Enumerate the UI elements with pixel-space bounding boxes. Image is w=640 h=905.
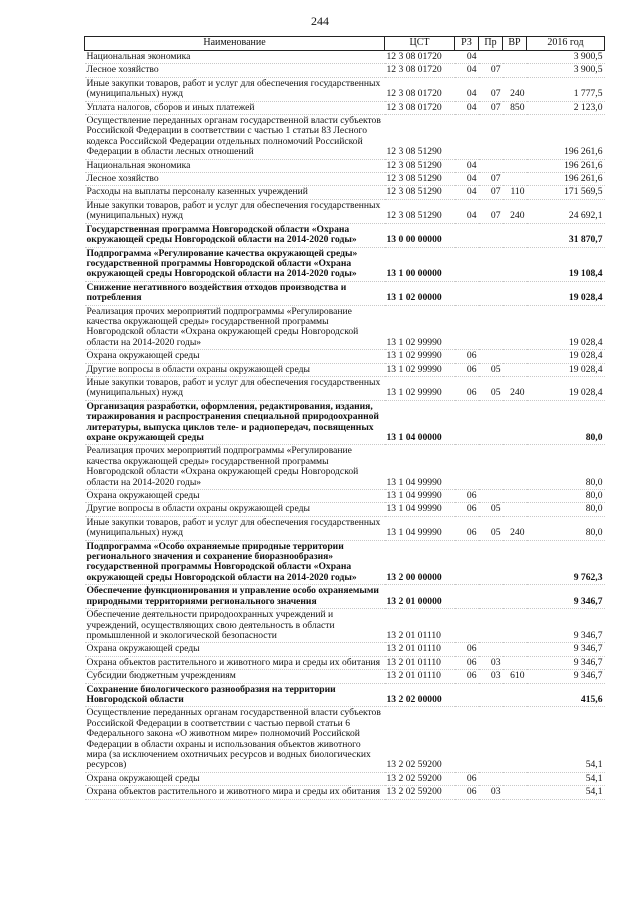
cell-name: Иные закупки товаров, работ и услуг для обеспечения государственных (муниципальных) нужд [85, 376, 385, 400]
cell-cst: 13 1 04 99990 [385, 516, 455, 540]
table-row [85, 186, 605, 199]
header-name: Наименование [85, 37, 385, 51]
cell-rz [455, 609, 479, 643]
header-amount: 2016 год [527, 37, 605, 51]
cell-pr [479, 585, 503, 609]
cell-pr [479, 159, 503, 172]
cell-pr [479, 609, 503, 643]
cell-amount: 19 028,4 [527, 305, 605, 350]
cell-pr [479, 707, 503, 772]
table-row [85, 643, 605, 656]
cell-amount: 19 028,4 [527, 281, 605, 305]
cell-name: Иные закупки товаров, работ и услуг для обеспечения государственных (муниципальных) нужд [85, 516, 385, 540]
cell-pr [479, 223, 503, 247]
table-row [85, 51, 605, 64]
table-row [85, 707, 605, 772]
cell-vr [503, 585, 527, 609]
cell-rz [455, 540, 479, 585]
cell-pr [479, 540, 503, 585]
cell-amount: 31 870,7 [527, 223, 605, 247]
table-row [85, 516, 605, 540]
table-row [85, 683, 605, 707]
cell-pr [479, 305, 503, 350]
cell-amount: 19 108,4 [527, 247, 605, 281]
cell-amount: 2 123,0 [527, 101, 605, 114]
cell-amount: 19 028,4 [527, 350, 605, 363]
cell-pr: 05 [479, 376, 503, 400]
cell-cst: 13 1 04 00000 [385, 400, 455, 445]
cell-rz: 06 [455, 772, 479, 785]
cell-cst: 13 2 01 01110 [385, 656, 455, 669]
cell-rz [455, 585, 479, 609]
header-cst: ЦСТ [385, 37, 455, 51]
cell-vr: 240 [503, 516, 527, 540]
cell-cst: 13 2 02 59200 [385, 772, 455, 785]
cell-name: Обеспечение функционирования и управление особо охраняемыми природными территориями регионального значения [85, 585, 385, 609]
cell-name: Охрана окружающей среды [85, 772, 385, 785]
cell-name: Реализация прочих мероприятий подпрограммы «Регулирование качества окружающей среды» государственной программы Новгородской области «Охрана окружающей среды Новгородской области на 2014-2020 годы» [85, 445, 385, 490]
cell-cst: 12 3 08 01720 [385, 51, 455, 64]
cell-cst: 13 2 01 01110 [385, 670, 455, 683]
cell-pr [479, 445, 503, 490]
cell-cst: 12 3 08 51290 [385, 199, 455, 223]
cell-vr [503, 786, 527, 799]
header-rz: РЗ [455, 37, 479, 51]
cell-pr: 07 [479, 173, 503, 186]
cell-name: Осуществление переданных органам государственной власти субъектов Российской Федерации в соответствии с частью 1 статьи 83 Лесного кодекса Российской Федерации отдельных полномочий Российской Федерации в области лесных отношений [85, 115, 385, 160]
table-body [85, 51, 605, 800]
cell-pr: 05 [479, 503, 503, 516]
table-header-row [85, 37, 605, 51]
cell-rz [455, 115, 479, 160]
table-row [85, 115, 605, 160]
cell-pr [479, 400, 503, 445]
cell-cst: 12 3 08 01720 [385, 101, 455, 114]
cell-amount: 3 900,5 [527, 64, 605, 77]
cell-vr [503, 540, 527, 585]
cell-amount: 9 346,7 [527, 585, 605, 609]
table-row [85, 772, 605, 785]
table-row [85, 585, 605, 609]
cell-rz [455, 223, 479, 247]
cell-vr [503, 772, 527, 785]
cell-cst: 13 1 00 00000 [385, 247, 455, 281]
cell-pr: 07 [479, 101, 503, 114]
cell-vr [503, 159, 527, 172]
cell-amount: 196 261,6 [527, 115, 605, 160]
cell-rz: 04 [455, 51, 479, 64]
cell-name: Осуществление переданных органам государственной власти субъектов Российской Федерации в соответствии с частью первой статьи 6 Федерального закона «О животном мире» полномочий Российской Федерации в области охраны и использования объектов животного мира (за исключением охотничьих ресурсов и водных биологических ресурсов) [85, 707, 385, 772]
table-row [85, 305, 605, 350]
cell-cst: 13 2 01 01110 [385, 643, 455, 656]
cell-rz: 06 [455, 643, 479, 656]
cell-amount: 54,1 [527, 786, 605, 799]
cell-amount: 19 028,4 [527, 363, 605, 376]
cell-cst: 13 1 02 99990 [385, 363, 455, 376]
cell-name: Другие вопросы в области охраны окружающей среды [85, 363, 385, 376]
cell-pr: 03 [479, 786, 503, 799]
cell-rz: 04 [455, 159, 479, 172]
cell-vr [503, 707, 527, 772]
cell-vr [503, 247, 527, 281]
cell-pr: 03 [479, 656, 503, 669]
cell-name: Государственная программа Новгородской области «Охрана окружающей среды Новгородской области на 2014-2020 годы» [85, 223, 385, 247]
cell-name: Охрана окружающей среды [85, 350, 385, 363]
cell-rz: 06 [455, 516, 479, 540]
cell-amount: 415,6 [527, 683, 605, 707]
cell-vr: 850 [503, 101, 527, 114]
cell-cst: 12 3 08 01720 [385, 77, 455, 101]
cell-pr [479, 51, 503, 64]
cell-pr [479, 281, 503, 305]
cell-vr [503, 503, 527, 516]
cell-pr [479, 643, 503, 656]
cell-name: Другие вопросы в области охраны окружающей среды [85, 503, 385, 516]
cell-rz: 06 [455, 376, 479, 400]
cell-vr [503, 173, 527, 186]
cell-amount: 1 777,5 [527, 77, 605, 101]
cell-vr [503, 115, 527, 160]
cell-vr [503, 656, 527, 669]
cell-name: Охрана окружающей среды [85, 490, 385, 503]
table-row [85, 247, 605, 281]
cell-vr [503, 643, 527, 656]
cell-amount: 80,0 [527, 516, 605, 540]
cell-amount: 9 346,7 [527, 670, 605, 683]
cell-name: Охрана окружающей среды [85, 643, 385, 656]
cell-rz [455, 305, 479, 350]
cell-vr [503, 683, 527, 707]
cell-amount: 80,0 [527, 400, 605, 445]
cell-pr [479, 115, 503, 160]
table-row [85, 670, 605, 683]
cell-pr [479, 490, 503, 503]
cell-cst: 12 3 08 51290 [385, 173, 455, 186]
cell-rz: 06 [455, 503, 479, 516]
cell-vr [503, 64, 527, 77]
cell-cst: 13 1 04 99990 [385, 445, 455, 490]
table-row [85, 445, 605, 490]
cell-amount: 3 900,5 [527, 51, 605, 64]
table-row [85, 101, 605, 114]
cell-vr: 240 [503, 376, 527, 400]
cell-amount: 196 261,6 [527, 159, 605, 172]
cell-pr: 05 [479, 363, 503, 376]
cell-vr: 110 [503, 186, 527, 199]
cell-rz: 04 [455, 64, 479, 77]
table-row [85, 64, 605, 77]
cell-rz: 04 [455, 173, 479, 186]
cell-rz: 04 [455, 199, 479, 223]
cell-rz [455, 247, 479, 281]
table-row [85, 609, 605, 643]
table-row [85, 173, 605, 186]
cell-pr: 05 [479, 516, 503, 540]
cell-name: Расходы на выплаты персоналу казенных учреждений [85, 186, 385, 199]
cell-vr [503, 281, 527, 305]
cell-cst: 12 3 08 51290 [385, 159, 455, 172]
cell-rz: 06 [455, 656, 479, 669]
cell-cst: 12 3 08 01720 [385, 64, 455, 77]
cell-pr: 07 [479, 186, 503, 199]
cell-name: Сохранение биологического разнообразия на территории Новгородской области [85, 683, 385, 707]
cell-cst: 13 2 02 59200 [385, 786, 455, 799]
cell-vr [503, 400, 527, 445]
cell-name: Обеспечение деятельности природоохранных учреждений и учреждений, осуществляющих свою деятельность в области промышленной и экологической безопасности [85, 609, 385, 643]
cell-name: Иные закупки товаров, работ и услуг для обеспечения государственных (муниципальных) нужд [85, 77, 385, 101]
cell-name: Снижение негативного воздействия отходов производства и потребления [85, 281, 385, 305]
table-row [85, 363, 605, 376]
cell-cst: 13 2 01 01110 [385, 609, 455, 643]
page-number: 244 [311, 14, 329, 28]
cell-vr [503, 490, 527, 503]
table-row [85, 281, 605, 305]
table-row [85, 656, 605, 669]
cell-vr: 240 [503, 77, 527, 101]
cell-rz: 06 [455, 786, 479, 799]
cell-name: Охрана объектов растительного и животного мира и среды их обитания [85, 656, 385, 669]
cell-cst: 13 2 00 00000 [385, 540, 455, 585]
cell-amount: 54,1 [527, 707, 605, 772]
cell-amount: 9 346,7 [527, 643, 605, 656]
cell-name: Подпрограмма «Особо охраняемые природные территории регионального значения и сохранение биоразнообразия» государственной программы Новгородской области «Охрана окружающей среды Новгородской области на 2014-2020 годы» [85, 540, 385, 585]
cell-name: Лесное хозяйство [85, 173, 385, 186]
cell-pr [479, 683, 503, 707]
table-row [85, 786, 605, 799]
cell-amount: 196 261,6 [527, 173, 605, 186]
cell-vr: 240 [503, 199, 527, 223]
cell-cst: 13 1 04 99990 [385, 503, 455, 516]
cell-name: Национальная экономика [85, 159, 385, 172]
cell-amount: 54,1 [527, 772, 605, 785]
cell-amount: 19 028,4 [527, 376, 605, 400]
cell-cst: 13 2 02 59200 [385, 707, 455, 772]
cell-name: Охрана объектов растительного и животного мира и среды их обитания [85, 786, 385, 799]
cell-name: Иные закупки товаров, работ и услуг для обеспечения государственных (муниципальных) нужд [85, 199, 385, 223]
cell-pr: 07 [479, 77, 503, 101]
cell-amount: 24 692,1 [527, 199, 605, 223]
cell-vr [503, 609, 527, 643]
cell-cst: 13 1 02 00000 [385, 281, 455, 305]
cell-amount: 80,0 [527, 490, 605, 503]
cell-pr [479, 350, 503, 363]
cell-amount: 80,0 [527, 503, 605, 516]
cell-cst: 12 3 08 51290 [385, 115, 455, 160]
cell-name: Уплата налогов, сборов и иных платежей [85, 101, 385, 114]
cell-name: Субсидии бюджетным учреждениям [85, 670, 385, 683]
table-row [85, 199, 605, 223]
cell-vr [503, 350, 527, 363]
cell-rz: 04 [455, 186, 479, 199]
cell-name: Подпрограмма «Регулирование качества окружающей среды» государственной программы Новгородской области «Охрана окружающей среды Новгородской области на 2014-2020 годы» [85, 247, 385, 281]
cell-name: Реализация прочих мероприятий подпрограммы «Регулирование качества окружающей среды» государственной программы Новгородской области «Охрана окружающей среды Новгородской области на 2014-2020 годы» [85, 305, 385, 350]
cell-rz: 06 [455, 363, 479, 376]
budget-table [84, 36, 605, 800]
cell-cst: 13 2 01 00000 [385, 585, 455, 609]
table-row [85, 159, 605, 172]
cell-cst: 13 0 00 00000 [385, 223, 455, 247]
table-row [85, 77, 605, 101]
cell-rz: 04 [455, 77, 479, 101]
table-row [85, 400, 605, 445]
cell-vr [503, 305, 527, 350]
cell-rz: 06 [455, 490, 479, 503]
cell-name: Лесное хозяйство [85, 64, 385, 77]
cell-vr: 610 [503, 670, 527, 683]
cell-rz [455, 445, 479, 490]
cell-rz: 04 [455, 101, 479, 114]
cell-name: Организация разработки, оформления, редактирования, издания, тиражирования и распространения специальной природоохранной литературы, выпуска циклов теле- и радиопередач, посвященных охране окружающей среды [85, 400, 385, 445]
cell-pr: 03 [479, 670, 503, 683]
table-row [85, 490, 605, 503]
cell-pr: 07 [479, 64, 503, 77]
cell-rz: 06 [455, 350, 479, 363]
cell-pr [479, 772, 503, 785]
cell-amount: 9 346,7 [527, 609, 605, 643]
cell-cst: 13 2 02 00000 [385, 683, 455, 707]
table-row [85, 350, 605, 363]
cell-cst: 12 3 08 51290 [385, 186, 455, 199]
cell-vr [503, 51, 527, 64]
cell-rz [455, 281, 479, 305]
cell-amount: 80,0 [527, 445, 605, 490]
cell-cst: 13 1 02 99990 [385, 376, 455, 400]
cell-amount: 171 569,5 [527, 186, 605, 199]
cell-rz: 06 [455, 670, 479, 683]
cell-pr [479, 247, 503, 281]
cell-vr [503, 223, 527, 247]
cell-cst: 13 1 02 99990 [385, 305, 455, 350]
cell-cst: 13 1 04 99990 [385, 490, 455, 503]
cell-vr [503, 363, 527, 376]
cell-rz [455, 707, 479, 772]
table-row [85, 376, 605, 400]
table-row [85, 503, 605, 516]
cell-amount: 9 762,3 [527, 540, 605, 585]
header-vr: ВР [503, 37, 527, 51]
cell-vr [503, 445, 527, 490]
table-row [85, 223, 605, 247]
table-row [85, 540, 605, 585]
cell-pr: 07 [479, 199, 503, 223]
cell-rz [455, 400, 479, 445]
header-pr: Пр [479, 37, 503, 51]
cell-cst: 13 1 02 99990 [385, 350, 455, 363]
cell-amount: 9 346,7 [527, 656, 605, 669]
cell-rz [455, 683, 479, 707]
cell-name: Национальная экономика [85, 51, 385, 64]
